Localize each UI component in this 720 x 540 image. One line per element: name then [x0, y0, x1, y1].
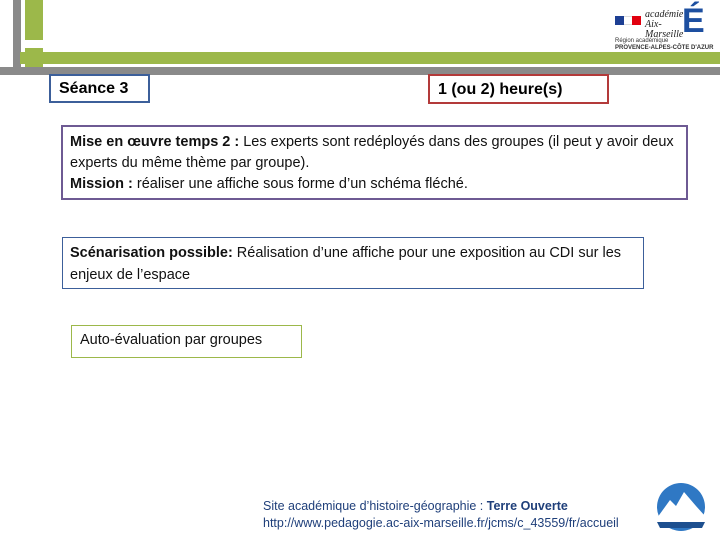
logo-e-letter: É [682, 2, 705, 40]
logo-region-label: Région académique [615, 38, 669, 44]
auto-evaluation-box: Auto-évaluation par groupes [71, 325, 302, 358]
footer-credit [263, 498, 619, 532]
scenarisation-text: Réalisation d’une affiche pour une exposition au CDI sur les enjeux de l’espace [70, 245, 622, 283]
scenarisation-label: Scénarisation possible: [70, 245, 233, 261]
mise-en-oeuvre-label: Mise en œuvre temps 2 : [70, 134, 240, 150]
logo-academie-text: académie Aix-Marseille [645, 9, 684, 40]
mise-en-oeuvre-text: Les experts sont redéployés dans des groupes (il peut y avoir deux experts du même thème par groupe). [70, 134, 674, 171]
academie-logo [612, 4, 712, 52]
decor-horizontal-bar-green [20, 52, 720, 64]
mission-text: réaliser une affiche sous forme d’un schéma fléché. [132, 176, 468, 192]
scenarisation-box [62, 237, 644, 289]
footer-prefix: Site académique d’histoire-géographie : [263, 499, 487, 513]
footer-site-name: Terre Ouverte [486, 499, 568, 513]
footer-url-link[interactable]: http://www.pedagogie.ac-aix-marseille.fr/jcms/c_43559/fr/accueil [263, 516, 619, 530]
seance-title: Séance 3 [49, 74, 150, 103]
mountain-logo-icon [652, 482, 710, 532]
logo-region-name: PROVENCE-ALPES-CÔTE D'AZUR [615, 45, 714, 51]
mission-label: Mission : [70, 176, 133, 192]
duration-box: 1 (ou 2) heure(s) [428, 74, 609, 104]
mise-en-oeuvre-box [61, 125, 688, 200]
french-flag-icon [615, 16, 641, 25]
decor-vertical-bar-green [25, 0, 43, 40]
